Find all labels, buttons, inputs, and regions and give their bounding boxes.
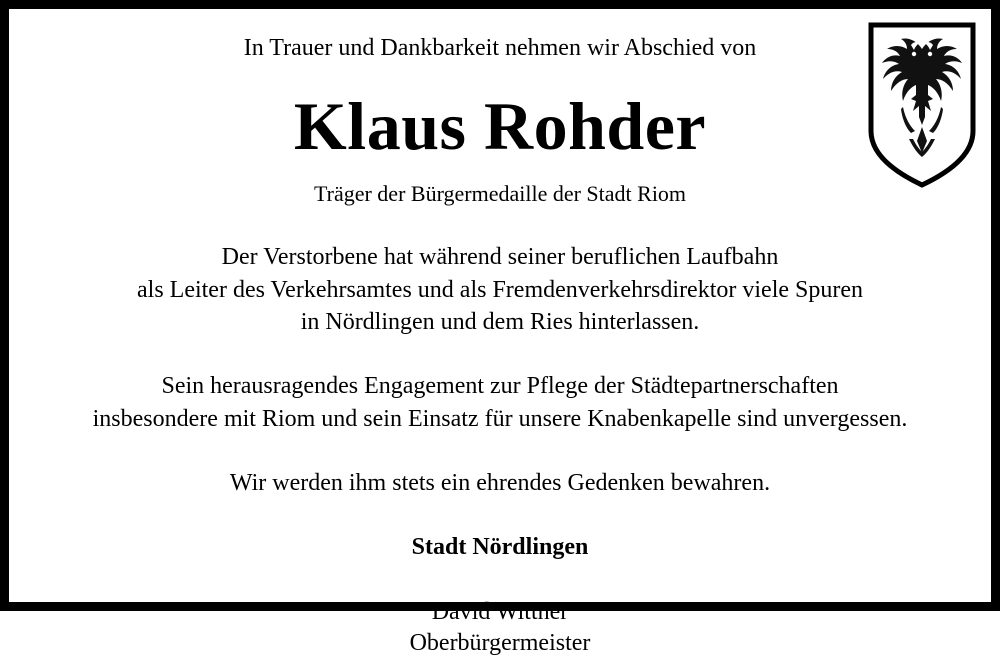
paragraph-engagement-line-2: insbesondere mit Riom und sein Einsatz für unsere Knabenkapelle sind unvergessen. — [92, 405, 908, 432]
paragraph-engagement — [37, 370, 963, 435]
honorific-subtitle: Träger der Bürgermedaille der Stadt Riom — [313, 180, 687, 206]
coat-of-arms-eagle-icon — [867, 21, 977, 189]
paragraph-career — [37, 241, 963, 338]
paragraph-engagement-line-1: Sein herausragendes Engagement zur Pflege der Städtepartnerschaften — [161, 373, 839, 400]
paragraph-remembrance: Wir werden ihm stets ein ehrendes Gedenken bewahren. — [229, 470, 771, 497]
signatory-role: Oberbürgermeister — [409, 629, 591, 656]
paragraph-career-line-1: Der Verstorbene hat während seiner beruflichen Laufbahn — [221, 244, 779, 271]
paragraph-career-line-3: in Nördlingen und dem Ries hinterlassen. — [300, 309, 700, 336]
obituary-content — [9, 9, 991, 656]
deceased-name: Klaus Rohder — [293, 88, 707, 164]
intro-line: In Trauer und Dankbarkeit nehmen wir Abschied von — [243, 35, 757, 61]
organization-name: Stadt Nördlingen — [411, 533, 589, 560]
paragraph-career-line-2: als Leiter des Verkehrsamtes und als Fremdenverkehrsdirektor viele Spuren — [137, 276, 863, 303]
signatory-name: David Wittner — [431, 598, 569, 625]
